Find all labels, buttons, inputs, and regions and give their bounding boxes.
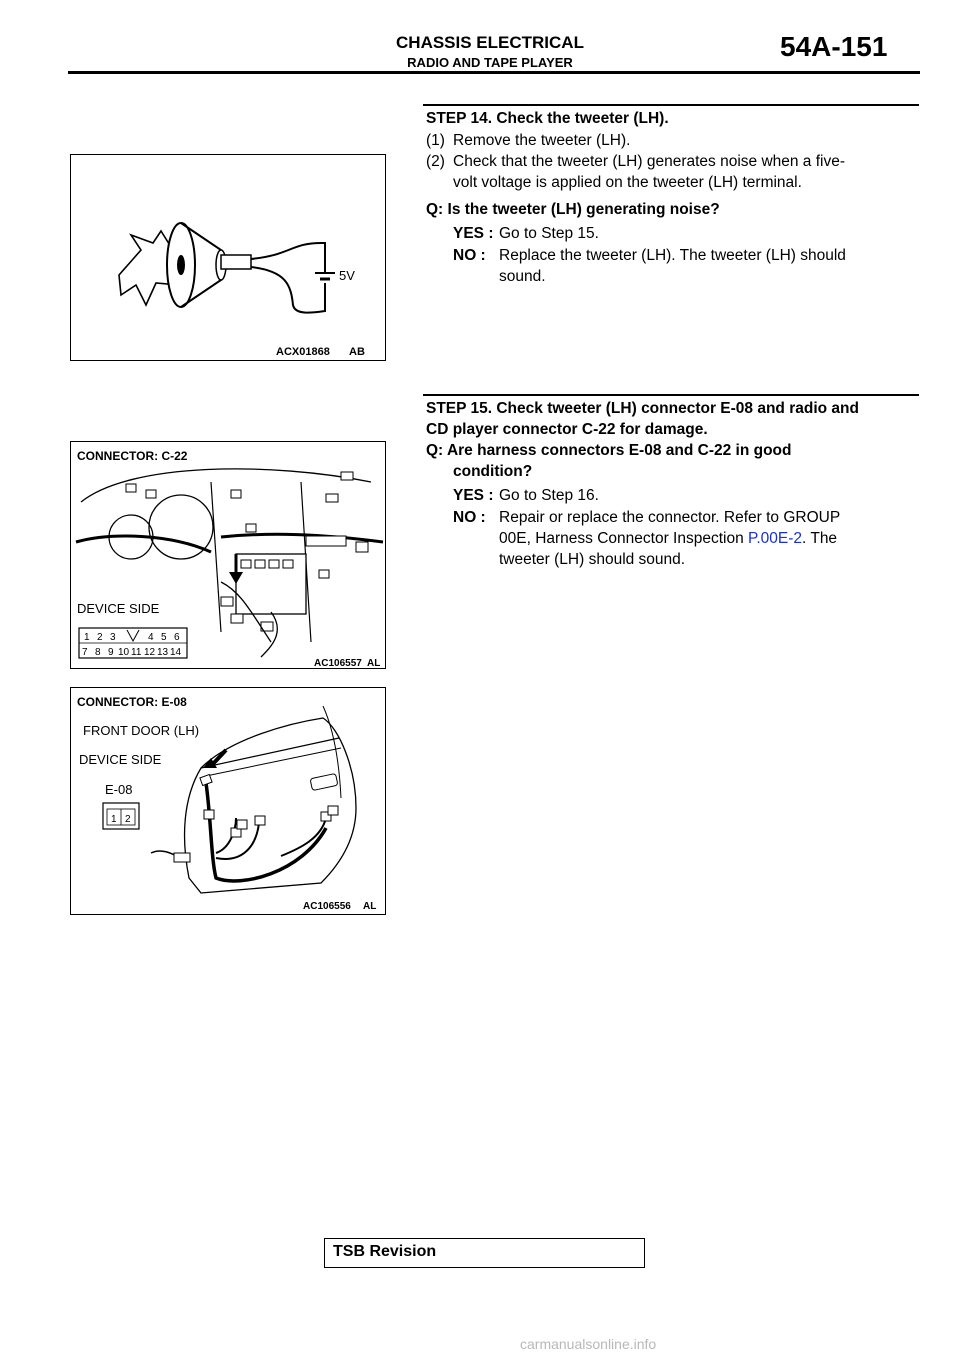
svg-text:7: 7 xyxy=(82,647,88,658)
front-door-label: FRONT DOOR (LH) xyxy=(83,723,200,738)
step14-item-2-text: Check that the tweeter (LH) generates noise when a five- xyxy=(453,153,846,170)
svg-text:5: 5 xyxy=(161,632,167,643)
connector-e08-figure xyxy=(70,687,386,915)
step15-no-label: NO : xyxy=(453,509,486,526)
svg-text:10: 10 xyxy=(118,647,130,658)
svg-text:2: 2 xyxy=(97,632,103,643)
step14-item-1-num: (1) xyxy=(426,132,445,149)
step14-yes-text: Go to Step 15. xyxy=(499,225,599,242)
svg-text:12: 12 xyxy=(144,647,156,658)
connector-c22-figure xyxy=(70,441,386,669)
step14-item-2-num: (2) xyxy=(426,153,445,170)
step14-rule xyxy=(423,104,919,106)
header-rule xyxy=(68,71,920,74)
subsection-title: RADIO AND TAPE PLAYER xyxy=(407,55,573,70)
gauge-icon xyxy=(149,495,213,559)
figure3-code: AC106556 xyxy=(303,901,351,912)
step14-no-text-2: sound. xyxy=(499,268,546,285)
connector-e08-label: CONNECTOR: E-08 xyxy=(77,695,187,709)
e08-pin-diagram xyxy=(103,803,139,829)
svg-text:13: 13 xyxy=(157,647,169,658)
step15-no-text-2a: 00E, Harness Connector Inspection xyxy=(499,530,748,547)
e08-name-label: E-08 xyxy=(105,782,133,797)
step15-question: Q: Are harness connectors E-08 and C-22 in good xyxy=(426,442,792,459)
step15-no-text-3: tweeter (LH) should sound. xyxy=(499,551,686,568)
group-00e-link[interactable]: P.00E-2 xyxy=(748,530,803,547)
e08-device-side-label: DEVICE SIDE xyxy=(79,752,162,767)
step15-no-text-2 xyxy=(499,528,837,550)
step15-no-text: Repair or replace the connector. Refer to GROUP xyxy=(499,509,841,526)
svg-text:4: 4 xyxy=(148,632,154,643)
figure3-suffix: AL xyxy=(363,901,377,912)
page-number: 54A-151 xyxy=(780,31,888,62)
figure1-suffix: AB xyxy=(349,346,365,358)
svg-text:2: 2 xyxy=(125,814,131,825)
tsb-revision-box: TSB Revision xyxy=(324,1238,645,1268)
step15-rule xyxy=(423,394,919,396)
c22-device-side-label: DEVICE SIDE xyxy=(77,601,160,616)
step15-title: STEP 15. Check tweeter (LH) connector E-08 and radio and xyxy=(426,400,859,417)
step15-question-2: condition? xyxy=(453,463,533,480)
tweeter-figure xyxy=(70,154,386,361)
svg-text:6: 6 xyxy=(174,632,180,643)
step14-question: Q: Is the tweeter (LH) generating noise? xyxy=(426,201,720,218)
tweeter-illustration xyxy=(71,155,385,360)
c22-pin-diagram xyxy=(79,628,187,658)
step15-yes-text: Go to Step 16. xyxy=(499,487,599,504)
front-door-illustration xyxy=(71,688,385,914)
svg-text:8: 8 xyxy=(95,647,101,658)
watermark: carmanualsonline.info xyxy=(520,1336,657,1352)
connector-c22-label: CONNECTOR: C-22 xyxy=(77,449,188,463)
dashboard-illustration xyxy=(71,442,385,668)
step14-item-2-cont: volt voltage is applied on the tweeter (LH) terminal. xyxy=(453,174,802,191)
svg-text:14: 14 xyxy=(170,647,182,658)
svg-text:9: 9 xyxy=(108,647,114,658)
svg-text:11: 11 xyxy=(131,647,142,658)
svg-text:1: 1 xyxy=(111,814,117,825)
step15-no-text-2b: . The xyxy=(802,530,838,547)
figure2-suffix: AL xyxy=(367,658,381,668)
step14-item-1-text: Remove the tweeter (LH). xyxy=(453,132,631,149)
step14-no-label: NO : xyxy=(453,247,486,264)
step15-title-2: CD player connector C-22 for damage. xyxy=(426,421,708,438)
section-title: CHASSIS ELECTRICAL xyxy=(396,33,584,52)
figure1-code: ACX01868 xyxy=(276,346,330,358)
step14-title: STEP 14. Check the tweeter (LH). xyxy=(426,110,669,127)
svg-text:1: 1 xyxy=(84,632,90,643)
voltage-label: 5V xyxy=(339,268,355,283)
step15-yes-label: YES : xyxy=(453,487,494,504)
svg-text:3: 3 xyxy=(110,632,116,643)
step14-yes-label: YES : xyxy=(453,225,494,242)
step14-no-text: Replace the tweeter (LH). The tweeter (LH) should xyxy=(499,247,846,264)
figure2-code: AC106557 xyxy=(314,658,362,668)
